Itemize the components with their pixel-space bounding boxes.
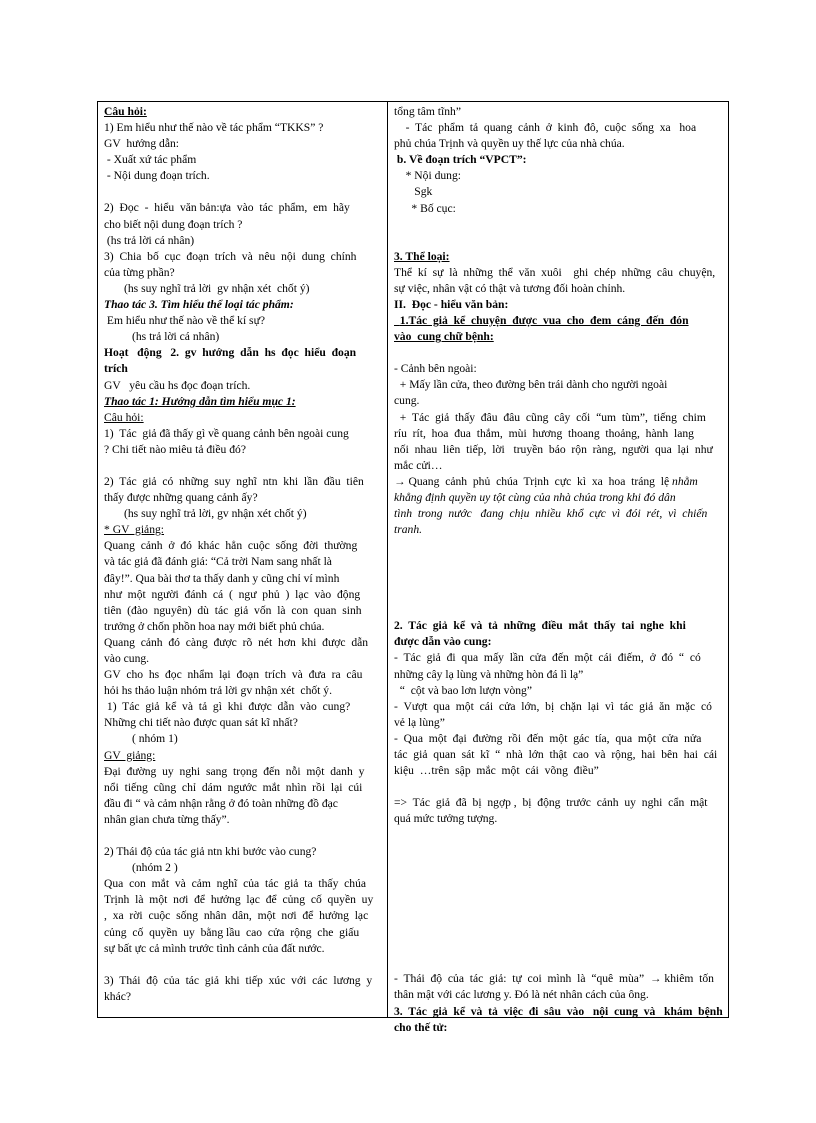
answer-note: (hs suy nghĩ trả lời gv nhận xét chốt ý) bbox=[124, 281, 310, 295]
answer-note: (hs suy nghĩ trả lời, gv nhận xét chốt ý) bbox=[124, 507, 307, 521]
content-line: những cây lạ lùng và những hòn đá lì lạ” bbox=[394, 667, 584, 681]
question-line: cho biết nội dung đoạn trích ? bbox=[104, 217, 243, 231]
question-line: ? Chi tiết nào miêu tả điều đó? bbox=[104, 442, 246, 456]
lecture-line: Qua con mắt và cảm nghĩ của tác giả ta thấy chúa bbox=[104, 877, 367, 891]
question-line: khác? bbox=[104, 989, 132, 1003]
question-line: của từng phần? bbox=[104, 265, 175, 279]
lesson-table bbox=[97, 101, 729, 1034]
section-heading: II. Đọc - hiểu văn bản: bbox=[394, 297, 509, 311]
conclusion-line bbox=[394, 474, 724, 490]
question-line: 3) Chia bố cục đoạn trích và nêu nội dung chính bbox=[104, 249, 357, 263]
subsection-heading: vào cung chữ bệnh: bbox=[394, 330, 494, 344]
question-line: 2) Thái độ của tác giả ntn khi bước vào cung? bbox=[104, 845, 317, 859]
content-line: mắc cửi… bbox=[394, 458, 443, 472]
question-line: Những chi tiết nào được quan sát kĩ nhất? bbox=[104, 716, 298, 730]
lecture-line: và tác giả đã đánh giá: “Cả trời Nam sang nhất là bbox=[104, 555, 332, 569]
subsection-heading: 2. Tác giả kể và tả những điều mắt thấy tai nghe khi bbox=[394, 619, 686, 633]
question-line: 2) Đọc - hiểu văn bản:ựa vào tác phẩm, em hãy bbox=[104, 201, 350, 215]
lecture-line: vào cung. bbox=[104, 652, 150, 665]
conclusion-italic: nhằm bbox=[669, 474, 698, 488]
question-line: 1) Tác giả kể và tả gì khi được dẫn vào cung? bbox=[104, 700, 351, 714]
content-line: * Bố cục: bbox=[394, 201, 456, 215]
content-line: - Tác phẩm tả quang cảnh ở kinh đô, cuộc sống xa hoa bbox=[394, 121, 697, 135]
subsection-heading: cho thế tử: bbox=[394, 1020, 448, 1034]
conclusion-line: khẳng định quyền uy tột cùng của nhà chúa trong khi đó dân bbox=[394, 490, 676, 504]
content-line: thân mật với các lương y. Đó là nét nhân cách của ông. bbox=[394, 988, 649, 1002]
section-heading: 3. Thể loại: bbox=[394, 249, 450, 263]
content-line: tổng tâm tĩnh” bbox=[394, 105, 461, 118]
question-line: thấy được những quang cảnh ấy? bbox=[104, 491, 258, 505]
subsection-heading: 3. Tác giả kể và tả việc đi sâu vào nội cung và khám bệnh bbox=[394, 1004, 723, 1018]
question-line: 3) Thái độ của tác giả khi tiếp xúc với các lương y bbox=[104, 973, 373, 987]
guide-line: GV hướng dẫn: bbox=[104, 137, 179, 151]
lecture-line: Trịnh là một nơi để hưởng lạc để củng cố quyền uy bbox=[104, 893, 374, 907]
content-column bbox=[388, 102, 728, 1034]
lecture-line: trưởng ở chốn phồn hoa nay mới biết phủ chúa. bbox=[104, 619, 325, 633]
activity-heading: trích bbox=[104, 362, 128, 376]
lecture-line: nhân gian chưa từng thấy”. bbox=[104, 812, 230, 826]
answer-note: (hs trả lời cá nhân) bbox=[104, 233, 195, 247]
lecture-line: Quang cảnh ở đó khác hẳn cuộc sống đời thường bbox=[104, 539, 358, 553]
question-line: Em hiểu như thế nào về thể kí sự? bbox=[104, 314, 266, 328]
content-line: tác giả quan sát kĩ “ nhà lớn thật cao và rộng, hai bên hai cái bbox=[394, 748, 718, 761]
instruction-line: hỏi hs thảo luận nhóm trả lời gv nhận xét chốt ý. bbox=[104, 684, 332, 698]
answer-note: (hs trả lời cá nhân) bbox=[132, 330, 220, 344]
lecture-line: củng cố quyền uy bằng lầu cao cửa rộng che giấu bbox=[104, 925, 360, 939]
group-note: (nhóm 2 ) bbox=[132, 861, 178, 875]
step-heading: Thao tác 1: Hướng dẫn tìm hiểu mục 1: bbox=[104, 394, 296, 408]
question-heading: Câu hỏi: bbox=[104, 105, 147, 118]
content-line: - Qua một đại đường rồi đến một gác tía, qua một cửa nửa bbox=[394, 731, 702, 745]
lecture-line: Quang cảnh đó càng được rõ nét hơn khi được dẫn bbox=[104, 635, 369, 649]
content-line: ríu rít, hoa đua thắm, mùi hương thoang thoảng, hành lang bbox=[394, 426, 694, 440]
content-line: - Vượt qua một cái cửa lớn, bị chặn lại vì tác giả ăn mặc có bbox=[394, 699, 712, 713]
conclusion-line: tình trong nước đang chịu nhiều khổ cực vì đói rét, vì chiến bbox=[394, 507, 708, 521]
question-heading: Câu hỏi: bbox=[104, 410, 144, 424]
lecture-line: , xa rời cuộc sống nhân dân, một nơi để hưởng lạc bbox=[104, 909, 369, 923]
content-line: vẻ lạ lùng” bbox=[394, 715, 445, 729]
question-line: 1) Em hiểu như thế nào về tác phẩm “TKKS” ? bbox=[104, 121, 324, 135]
content-line: sự việc, nhân vật có thật và tương đối hoàn chỉnh. bbox=[394, 281, 626, 295]
content-line: * Nội dung: bbox=[394, 169, 461, 183]
lecture-heading: GV giảng: bbox=[104, 748, 156, 762]
conclusion-line: quá mức tưởng tượng. bbox=[394, 812, 498, 826]
content-line: “ cột và bao lơn lượn vòng” bbox=[394, 683, 532, 697]
lecture-line: đầu đi “ và cảm nhận rằng ở đó toàn những đồ đạc bbox=[104, 796, 338, 810]
teacher-activity-column bbox=[98, 102, 388, 1017]
content-line: nối nhau liên tiếp, lời truyền báo rộn ràng, người qua lại như bbox=[394, 442, 713, 456]
section-heading: b. Về đoạn trích “VPCT”: bbox=[394, 153, 527, 167]
question-line: 1) Tác giả đã thấy gì về quang cảnh bên ngoài cung bbox=[104, 426, 349, 440]
content-line: + Tác giả thấy đâu đâu cũng cây cối “um tùm”, tiếng chim bbox=[394, 410, 706, 424]
content-line: Thể kí sự là những thể văn xuôi ghi chép những câu chuyện, bbox=[394, 265, 716, 279]
lecture-line: như một người đánh cá ( ngư phủ ) lạc vào động bbox=[104, 587, 361, 601]
conclusion-line: tranh. bbox=[394, 523, 423, 537]
content-line: Sgk bbox=[394, 185, 433, 199]
conclusion-line: => Tác giả đã bị ngợp , bị động trước cảnh uy nghi cẩn mật bbox=[394, 796, 708, 810]
step-heading: Thao tác 3. Tìm hiểu thể loại tác phẩm: bbox=[104, 298, 294, 312]
content-line: + Mấy lần cửa, theo đường bên trái dành cho người ngoài bbox=[394, 378, 668, 392]
group-note: ( nhóm 1) bbox=[132, 732, 178, 746]
conclusion-text: → Quang cảnh phủ chúa Trịnh cực kì xa hoa tráng lệ bbox=[394, 474, 670, 488]
lecture-line: sự bất ực cả mình trước tình cảnh của đất nước. bbox=[104, 941, 325, 955]
content-line: phủ chúa Trịnh và quyền uy thế lực của nhà chúa. bbox=[394, 137, 625, 151]
lecture-line: đây!”. Qua bài thơ ta thấy danh y cũng chỉ ví mình bbox=[104, 571, 340, 585]
content-line: cung. bbox=[394, 394, 420, 408]
instruction-line: GV yêu cầu hs đọc đoạn trích. bbox=[104, 378, 251, 392]
content-line: - Tác giả đi qua mấy lần cửa đến một cái điếm, ở đó “ có bbox=[394, 651, 701, 665]
content-line: kiệu …trên sập mắc một cái võng điều” bbox=[394, 764, 599, 778]
content-line: - Cảnh bên ngoài: bbox=[394, 362, 477, 376]
lecture-line: Đại đường uy nghi sang trọng đến nỗi một danh y bbox=[104, 764, 365, 778]
content-line: - Thái độ của tác giả: tự coi mình là “quê mùa” → khiêm tốn bbox=[394, 972, 714, 986]
guide-item: - Xuất xứ tác phẩm bbox=[104, 153, 197, 167]
lecture-heading: * GV giảng: bbox=[104, 523, 165, 537]
question-line: 2) Tác giả có những suy nghĩ ntn khi lần đầu tiên bbox=[104, 474, 364, 488]
lecture-line: nổi tiếng cũng chỉ dám ngước mắt nhìn rồi lại cúi bbox=[104, 780, 363, 794]
instruction-line: GV cho hs đọc nhẩm lại đoạn trích và đưa ra câu bbox=[104, 668, 363, 682]
lecture-line: tiên (đào nguyên) dù tác giả vốn là con quan sinh bbox=[104, 603, 362, 617]
subsection-heading: 1.Tác giả kể chuyện được vua cho đem cáng đến đón bbox=[394, 314, 689, 328]
activity-heading: Hoạt động 2. gv hướng dẫn hs đọc hiểu đoạn bbox=[104, 346, 357, 360]
subsection-heading: được dẫn vào cung: bbox=[394, 635, 492, 649]
guide-item: - Nội dung đoạn trích. bbox=[104, 169, 210, 183]
